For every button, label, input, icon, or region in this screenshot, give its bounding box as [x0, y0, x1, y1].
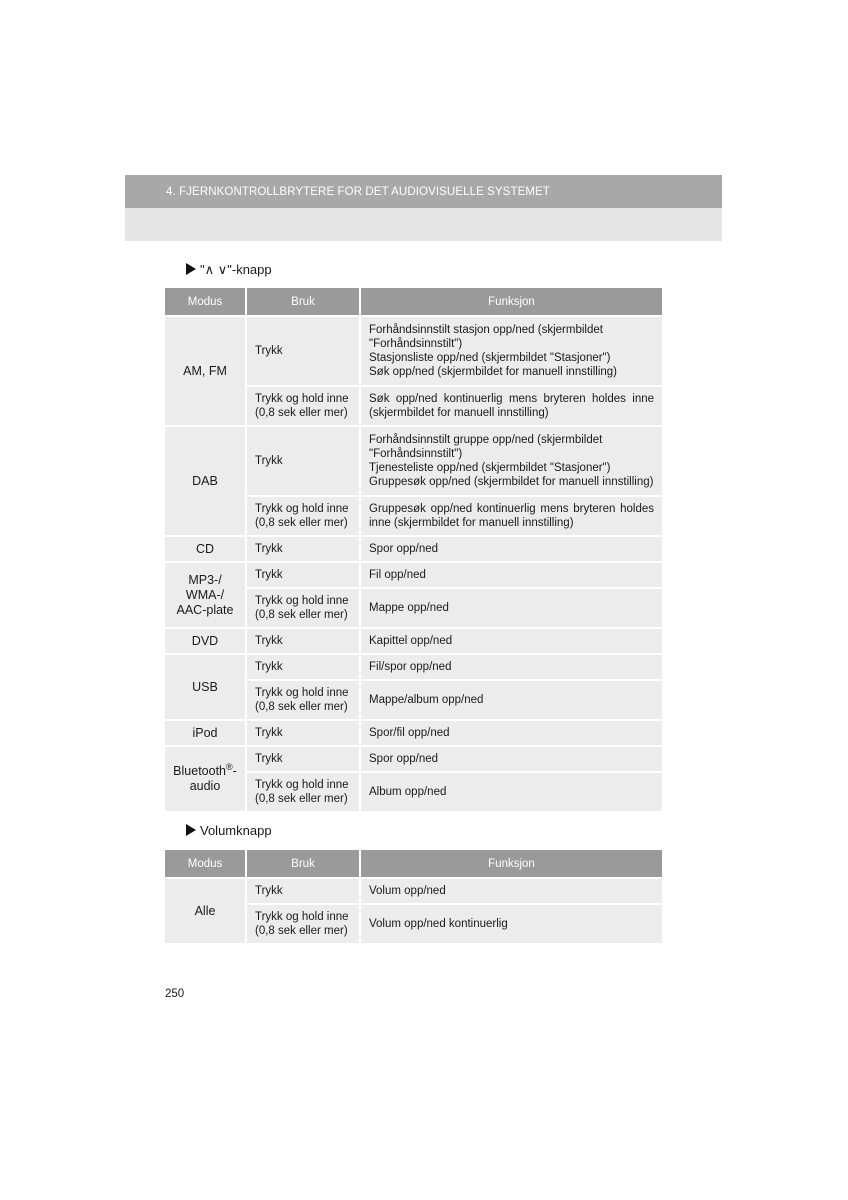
- chapter-header-band: [125, 208, 722, 241]
- table-row: [165, 878, 662, 904]
- use-cell-hold: [246, 588, 360, 628]
- use-line: Trykk og hold inne: [255, 503, 349, 515]
- function-cell: Volum opp/ned kontinuerlig: [360, 904, 662, 944]
- use-line: (0,8 sek eller mer): [255, 407, 348, 419]
- table-row: [165, 628, 662, 654]
- mode-line: MP3-/: [188, 572, 222, 587]
- table-header-row: [165, 850, 662, 878]
- mode-cell-dab: DAB: [165, 426, 246, 536]
- use-line: Trykk og hold inne: [255, 595, 349, 607]
- mode-cell-mp3: [165, 562, 246, 628]
- use-line: Trykk og hold inne: [255, 393, 349, 405]
- function-cell: Mappe/album opp/ned: [360, 680, 662, 720]
- function-cell: [360, 316, 662, 386]
- table-row: [165, 562, 662, 588]
- table-row: [165, 536, 662, 562]
- function-cell: Spor opp/ned: [360, 746, 662, 772]
- function-cell: Kapittel opp/ned: [360, 628, 662, 654]
- table-row: [165, 316, 662, 386]
- mode-line: audio: [189, 779, 221, 793]
- triangle-bullet-icon: [186, 263, 196, 275]
- use-cell-hold: [246, 496, 360, 536]
- column-header-use: Bruk: [246, 288, 360, 316]
- table-row: [165, 654, 662, 680]
- function-line: Tjenesteliste opp/ned (skjermbildet "Stasjoner"): [369, 462, 611, 474]
- function-line: Forhåndsinnstilt gruppe opp/ned (skjermbildet: [369, 434, 603, 446]
- function-cell: Album opp/ned: [360, 772, 662, 812]
- chapter-header-bar: [125, 175, 722, 208]
- section-heading-up-down-button: [186, 262, 272, 278]
- function-line: Stasjonsliste opp/ned (skjermbildet "Stasjoner"): [369, 352, 611, 364]
- mode-dash: -: [232, 764, 237, 778]
- function-cell: Spor opp/ned: [360, 536, 662, 562]
- use-cell: Trykk: [246, 536, 360, 562]
- section-heading-text: "∧ ∨"-knapp: [200, 262, 272, 277]
- function-cell: Mappe opp/ned: [360, 588, 662, 628]
- function-line: Forhåndsinnstilt stasjon opp/ned (skjermbildet: [369, 324, 603, 336]
- use-cell-hold: [246, 386, 360, 426]
- triangle-bullet-icon: [186, 824, 196, 836]
- use-line: (0,8 sek eller mer): [255, 793, 348, 805]
- use-line: Trykk og hold inne: [255, 687, 349, 699]
- table-row: [165, 720, 662, 746]
- table-row: [165, 746, 662, 772]
- column-header-function: Funksjon: [360, 850, 662, 878]
- use-cell: Trykk: [246, 316, 360, 386]
- mode-cell-all: Alle: [165, 878, 246, 944]
- column-header-mode: Modus: [165, 288, 246, 316]
- use-line: (0,8 sek eller mer): [255, 609, 348, 621]
- mode-cell-dvd: DVD: [165, 628, 246, 654]
- use-cell: Trykk: [246, 878, 360, 904]
- column-header-mode: Modus: [165, 850, 246, 878]
- function-cell: Volum opp/ned: [360, 878, 662, 904]
- use-line: (0,8 sek eller mer): [255, 925, 348, 937]
- use-cell: Trykk: [246, 720, 360, 746]
- use-cell-hold: [246, 772, 360, 812]
- use-line: (0,8 sek eller mer): [255, 701, 348, 713]
- section-heading-volume-button: [186, 823, 272, 838]
- mode-line: AAC-plate: [176, 602, 234, 617]
- section-heading-text: Volumknapp: [200, 823, 272, 838]
- mode-cell-usb: USB: [165, 654, 246, 720]
- function-line: Gruppesøk opp/ned (skjermbildet for manuell innstilling): [369, 476, 654, 488]
- registered-mark: ®: [226, 761, 233, 772]
- use-cell: Trykk: [246, 426, 360, 496]
- table-row: [165, 426, 662, 496]
- function-cell: Spor/fil opp/ned: [360, 720, 662, 746]
- function-line: "Forhåndsinnstilt"): [369, 448, 463, 460]
- function-cell: Søk opp/ned kontinuerlig mens bryteren holdes inne (skjermbildet for manuell innstilling): [360, 386, 662, 426]
- mode-cell-bluetooth: [165, 746, 246, 812]
- table-header-row: [165, 288, 662, 316]
- function-cell: Fil/spor opp/ned: [360, 654, 662, 680]
- mode-line: Bluetooth: [173, 764, 226, 778]
- column-header-use: Bruk: [246, 850, 360, 878]
- volume-button-table: [165, 850, 662, 945]
- use-cell-hold: [246, 904, 360, 944]
- function-cell: Gruppesøk opp/ned kontinuerlig mens bryteren holdes inne (skjermbildet for manuell innstilling): [360, 496, 662, 536]
- mode-cell-ipod: iPod: [165, 720, 246, 746]
- column-header-function: Funksjon: [360, 288, 662, 316]
- function-cell: Fil opp/ned: [360, 562, 662, 588]
- function-line: "Forhåndsinnstilt"): [369, 338, 463, 350]
- mode-line: WMA-/: [185, 587, 225, 602]
- use-cell-hold: [246, 680, 360, 720]
- up-down-button-table: [165, 288, 662, 813]
- use-line: (0,8 sek eller mer): [255, 517, 348, 529]
- mode-cell-amfm: AM, FM: [165, 316, 246, 426]
- function-line: Søk opp/ned (skjermbildet for manuell innstilling): [369, 366, 617, 378]
- chapter-title: 4. FJERNKONTROLLBRYTERE FOR DET AUDIOVISUELLE SYSTEMET: [166, 186, 550, 198]
- use-line: Trykk og hold inne: [255, 779, 349, 791]
- function-cell: [360, 426, 662, 496]
- use-cell: Trykk: [246, 562, 360, 588]
- use-line: Trykk og hold inne: [255, 911, 349, 923]
- use-cell: Trykk: [246, 746, 360, 772]
- use-cell: Trykk: [246, 628, 360, 654]
- page-number: 250: [165, 988, 185, 1000]
- use-cell: Trykk: [246, 654, 360, 680]
- mode-cell-cd: CD: [165, 536, 246, 562]
